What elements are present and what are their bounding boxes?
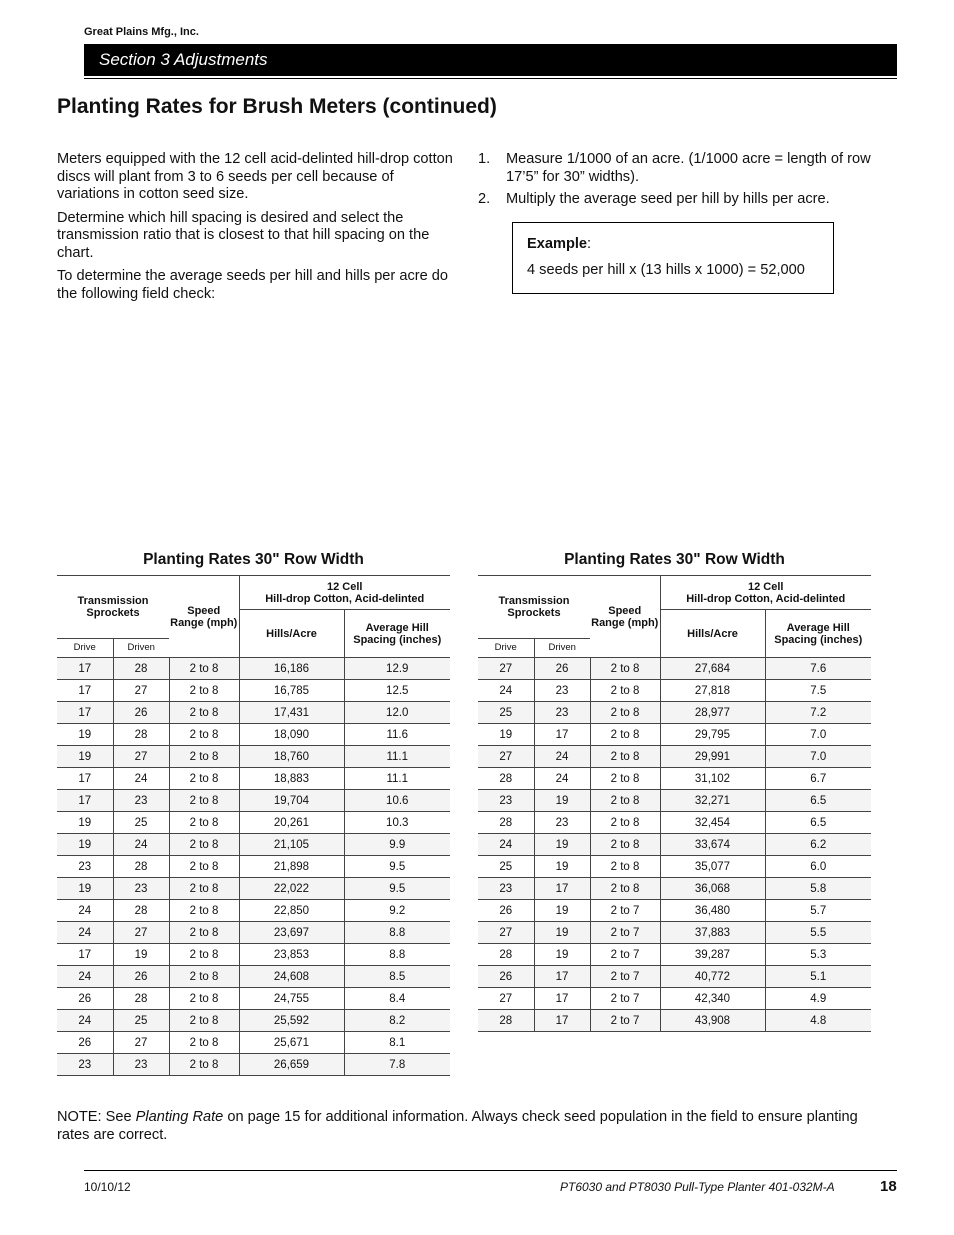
- driven-cell: 28: [113, 658, 169, 680]
- speed-cell: 2 to 8: [590, 812, 660, 834]
- drive-cell: 24: [57, 966, 113, 988]
- driven-cell: 28: [113, 724, 169, 746]
- page-title: Planting Rates for Brush Meters (continued): [57, 95, 497, 118]
- hills-cell: 21,105: [239, 834, 344, 856]
- spacing-cell: 12.9: [344, 658, 450, 680]
- speed-cell: 2 to 8: [169, 746, 239, 768]
- header-cell-subtitle: Hill-drop Cotton, Acid-delinted: [686, 592, 846, 605]
- table-row: [57, 658, 450, 680]
- hills-cell: 18,760: [239, 746, 344, 768]
- header-spacing: Average Hill Spacing (inches): [765, 610, 871, 658]
- step-item: [478, 191, 878, 209]
- table-row: [478, 790, 871, 812]
- hills-cell: 32,271: [660, 790, 765, 812]
- hills-cell: 18,883: [239, 768, 344, 790]
- table-row: [478, 746, 871, 768]
- note-prefix: NOTE: See: [57, 1109, 136, 1125]
- driven-cell: 24: [534, 768, 590, 790]
- header-drive: Drive: [478, 639, 534, 658]
- driven-cell: 19: [534, 834, 590, 856]
- drive-cell: 17: [57, 944, 113, 966]
- header-hills: Hills/Acre: [660, 610, 765, 658]
- drive-cell: 25: [478, 856, 534, 878]
- table-row: [478, 658, 871, 680]
- hills-cell: 22,022: [239, 878, 344, 900]
- spacing-cell: 6.7: [765, 768, 871, 790]
- step-number: 2.: [478, 191, 491, 207]
- spacing-cell: 4.8: [765, 1010, 871, 1032]
- hills-cell: 27,684: [660, 658, 765, 680]
- driven-cell: 17: [534, 724, 590, 746]
- hills-cell: 43,908: [660, 1010, 765, 1032]
- spacing-cell: 8.8: [344, 944, 450, 966]
- driven-cell: 17: [534, 878, 590, 900]
- table-row: [478, 768, 871, 790]
- example-label-text: Example: [527, 236, 588, 252]
- header-speed: Speed Range (mph): [169, 576, 239, 658]
- spacing-cell: 4.9: [765, 988, 871, 1010]
- driven-cell: 23: [113, 878, 169, 900]
- spacing-cell: 7.2: [765, 702, 871, 724]
- spacing-cell: 8.1: [344, 1032, 450, 1054]
- table-row: [57, 768, 450, 790]
- header-transmission: Transmission Sprockets: [57, 576, 169, 639]
- driven-cell: 26: [534, 658, 590, 680]
- drive-cell: 17: [57, 658, 113, 680]
- driven-cell: 27: [113, 746, 169, 768]
- header-cell-title: 12 Cell: [327, 580, 363, 593]
- driven-cell: 19: [534, 944, 590, 966]
- table-row: [57, 812, 450, 834]
- drive-cell: 17: [57, 790, 113, 812]
- driven-cell: 27: [113, 680, 169, 702]
- drive-cell: 19: [57, 724, 113, 746]
- table-row: [57, 680, 450, 702]
- spacing-cell: 7.6: [765, 658, 871, 680]
- table-row: [57, 1032, 450, 1054]
- spacing-cell: 12.5: [344, 680, 450, 702]
- driven-cell: 23: [113, 790, 169, 812]
- intro-column: [57, 151, 457, 309]
- hills-cell: 18,090: [239, 724, 344, 746]
- drive-cell: 19: [57, 878, 113, 900]
- table-row: [478, 1010, 871, 1032]
- drive-cell: 23: [57, 856, 113, 878]
- header-transmission: Transmission Sprockets: [478, 576, 590, 639]
- header-driven: Driven: [113, 639, 169, 658]
- driven-cell: 17: [534, 966, 590, 988]
- rates-table-left-body: [57, 658, 450, 1076]
- table-row: [57, 900, 450, 922]
- table-row: [57, 944, 450, 966]
- header-cell: [239, 576, 450, 610]
- hills-cell: 25,671: [239, 1032, 344, 1054]
- speed-cell: 2 to 8: [169, 702, 239, 724]
- speed-cell: 2 to 7: [590, 1010, 660, 1032]
- hills-cell: 25,592: [239, 1010, 344, 1032]
- hills-cell: 29,795: [660, 724, 765, 746]
- driven-cell: 24: [113, 768, 169, 790]
- speed-cell: 2 to 8: [169, 944, 239, 966]
- table-row: [478, 922, 871, 944]
- drive-cell: 23: [57, 1054, 113, 1076]
- speed-cell: 2 to 8: [169, 680, 239, 702]
- spacing-cell: 12.0: [344, 702, 450, 724]
- drive-cell: 25: [478, 702, 534, 724]
- step-number: 1.: [478, 151, 491, 167]
- drive-cell: 24: [478, 834, 534, 856]
- table-row: [478, 724, 871, 746]
- table-row: [478, 834, 871, 856]
- drive-cell: 23: [478, 878, 534, 900]
- drive-cell: 27: [478, 922, 534, 944]
- drive-cell: 17: [57, 680, 113, 702]
- table-row: [478, 702, 871, 724]
- speed-cell: 2 to 8: [169, 966, 239, 988]
- header-cell-title: 12 Cell: [748, 580, 784, 593]
- drive-cell: 17: [57, 702, 113, 724]
- speed-cell: 2 to 8: [169, 1010, 239, 1032]
- spacing-cell: 5.1: [765, 966, 871, 988]
- speed-cell: 2 to 7: [590, 988, 660, 1010]
- drive-cell: 28: [478, 768, 534, 790]
- header-cell: [660, 576, 871, 610]
- driven-cell: 28: [113, 988, 169, 1010]
- hills-cell: 24,608: [239, 966, 344, 988]
- table-row: [57, 724, 450, 746]
- hills-cell: 16,186: [239, 658, 344, 680]
- driven-cell: 23: [534, 702, 590, 724]
- spacing-cell: 11.1: [344, 768, 450, 790]
- hills-cell: 37,883: [660, 922, 765, 944]
- drive-cell: 26: [478, 900, 534, 922]
- drive-cell: 19: [478, 724, 534, 746]
- rates-table-right-body: [478, 658, 871, 1032]
- example-colon: :: [587, 236, 592, 252]
- driven-cell: 28: [113, 900, 169, 922]
- table-row: [57, 988, 450, 1010]
- spacing-cell: 5.3: [765, 944, 871, 966]
- table-row: [478, 812, 871, 834]
- driven-cell: 25: [113, 1010, 169, 1032]
- spacing-cell: 11.6: [344, 724, 450, 746]
- speed-cell: 2 to 7: [590, 944, 660, 966]
- drive-cell: 26: [57, 988, 113, 1010]
- spacing-cell: 9.9: [344, 834, 450, 856]
- spacing-cell: 9.2: [344, 900, 450, 922]
- table-row: [57, 790, 450, 812]
- table-row: [57, 966, 450, 988]
- table-row: [57, 878, 450, 900]
- drive-cell: 28: [478, 1010, 534, 1032]
- driven-cell: 19: [534, 790, 590, 812]
- hills-cell: 24,755: [239, 988, 344, 1010]
- driven-cell: 19: [534, 856, 590, 878]
- speed-cell: 2 to 8: [590, 702, 660, 724]
- driven-cell: 27: [113, 1032, 169, 1054]
- speed-cell: 2 to 8: [169, 878, 239, 900]
- steps-column: [478, 151, 878, 214]
- spacing-cell: 6.5: [765, 812, 871, 834]
- hills-cell: 32,454: [660, 812, 765, 834]
- hills-cell: 29,991: [660, 746, 765, 768]
- driven-cell: 17: [534, 988, 590, 1010]
- driven-cell: 23: [113, 1054, 169, 1076]
- hills-cell: 21,898: [239, 856, 344, 878]
- table-row: [57, 1010, 450, 1032]
- rates-table-right: [478, 575, 871, 1032]
- drive-cell: 26: [57, 1032, 113, 1054]
- spacing-cell: 8.2: [344, 1010, 450, 1032]
- page-number: 18: [880, 1178, 897, 1195]
- header-spacing: Average Hill Spacing (inches): [344, 610, 450, 658]
- hills-cell: 33,674: [660, 834, 765, 856]
- table-row: [478, 900, 871, 922]
- header-rule: [84, 78, 897, 79]
- spacing-cell: 7.0: [765, 724, 871, 746]
- spacing-cell: 10.6: [344, 790, 450, 812]
- step-text: Multiply the average seed per hill by hills per acre.: [506, 191, 830, 207]
- spacing-cell: 7.5: [765, 680, 871, 702]
- footer-rule: [84, 1170, 897, 1171]
- spacing-cell: 5.5: [765, 922, 871, 944]
- speed-cell: 2 to 8: [169, 1032, 239, 1054]
- speed-cell: 2 to 8: [169, 834, 239, 856]
- driven-cell: 25: [113, 812, 169, 834]
- driven-cell: 24: [534, 746, 590, 768]
- speed-cell: 2 to 8: [169, 812, 239, 834]
- speed-cell: 2 to 8: [590, 834, 660, 856]
- hills-cell: 42,340: [660, 988, 765, 1010]
- header-speed: Speed Range (mph): [590, 576, 660, 658]
- section-header-bar: [84, 44, 897, 76]
- table-row: [57, 834, 450, 856]
- table-row: [478, 856, 871, 878]
- hills-cell: 20,261: [239, 812, 344, 834]
- driven-cell: 24: [113, 834, 169, 856]
- driven-cell: 19: [113, 944, 169, 966]
- spacing-cell: 11.1: [344, 746, 450, 768]
- driven-cell: 23: [534, 680, 590, 702]
- table-row: [478, 680, 871, 702]
- speed-cell: 2 to 8: [169, 1054, 239, 1076]
- spacing-cell: 9.5: [344, 878, 450, 900]
- hills-cell: 17,431: [239, 702, 344, 724]
- table-row: [57, 856, 450, 878]
- drive-cell: 24: [57, 900, 113, 922]
- spacing-cell: 8.8: [344, 922, 450, 944]
- speed-cell: 2 to 8: [169, 658, 239, 680]
- driven-cell: 19: [534, 922, 590, 944]
- drive-cell: 24: [57, 922, 113, 944]
- table-row: [57, 922, 450, 944]
- step-item: [478, 151, 878, 186]
- table-row: [478, 966, 871, 988]
- driven-cell: 28: [113, 856, 169, 878]
- hills-cell: 27,818: [660, 680, 765, 702]
- speed-cell: 2 to 8: [169, 856, 239, 878]
- drive-cell: 19: [57, 746, 113, 768]
- drive-cell: 27: [478, 746, 534, 768]
- speed-cell: 2 to 8: [169, 922, 239, 944]
- footer-date: 10/10/12: [84, 1180, 131, 1194]
- spacing-cell: 6.2: [765, 834, 871, 856]
- drive-cell: 27: [478, 988, 534, 1010]
- speed-cell: 2 to 8: [169, 900, 239, 922]
- spacing-cell: 10.3: [344, 812, 450, 834]
- drive-cell: 26: [478, 966, 534, 988]
- spacing-cell: 9.5: [344, 856, 450, 878]
- note-reference: Planting Rate: [135, 1109, 224, 1125]
- hills-cell: 39,287: [660, 944, 765, 966]
- speed-cell: 2 to 8: [590, 724, 660, 746]
- speed-cell: 2 to 8: [590, 768, 660, 790]
- example-text: 4 seeds per hill x (13 hills x 1000) = 52,000: [527, 262, 805, 278]
- table-title: Planting Rates 30" Row Width: [564, 551, 785, 568]
- spacing-cell: 7.8: [344, 1054, 450, 1076]
- note: [57, 1109, 877, 1144]
- drive-cell: 19: [57, 834, 113, 856]
- note-suffix: on page 15 for additional information. Always check seed population in the field to ensure planting rates are correct.: [57, 1109, 858, 1143]
- hills-cell: 22,850: [239, 900, 344, 922]
- hills-cell: 19,704: [239, 790, 344, 812]
- speed-cell: 2 to 8: [169, 988, 239, 1010]
- spacing-cell: 6.0: [765, 856, 871, 878]
- footer-document-title: PT6030 and PT8030 Pull-Type Planter 401-032M-A: [560, 1180, 835, 1194]
- hills-cell: 40,772: [660, 966, 765, 988]
- speed-cell: 2 to 8: [590, 790, 660, 812]
- driven-cell: 19: [534, 900, 590, 922]
- speed-cell: 2 to 8: [590, 746, 660, 768]
- hills-cell: 26,659: [239, 1054, 344, 1076]
- drive-cell: 28: [478, 812, 534, 834]
- table-row: [478, 944, 871, 966]
- speed-cell: 2 to 8: [590, 658, 660, 680]
- rates-table-right-block: [478, 551, 871, 1032]
- hills-cell: 35,077: [660, 856, 765, 878]
- hills-cell: 16,785: [239, 680, 344, 702]
- spacing-cell: 8.5: [344, 966, 450, 988]
- driven-cell: 26: [113, 702, 169, 724]
- drive-cell: 19: [57, 812, 113, 834]
- company-name: Great Plains Mfg., Inc.: [84, 26, 199, 38]
- spacing-cell: 7.0: [765, 746, 871, 768]
- spacing-cell: 8.4: [344, 988, 450, 1010]
- intro-paragraph: To determine the average seeds per hill and hills per acre do the following field check:: [57, 268, 449, 302]
- intro-paragraph: Meters equipped with the 12 cell acid-delinted hill-drop cotton discs will plant from 3 to 6 seeds per cell because of variations in cotton seed size.: [57, 151, 453, 202]
- driven-cell: 26: [113, 966, 169, 988]
- drive-cell: 24: [57, 1010, 113, 1032]
- hills-cell: 28,977: [660, 702, 765, 724]
- table-row: [57, 1054, 450, 1076]
- header-hills: Hills/Acre: [239, 610, 344, 658]
- speed-cell: 2 to 7: [590, 900, 660, 922]
- header-drive: Drive: [57, 639, 113, 658]
- drive-cell: 17: [57, 768, 113, 790]
- table-row: [478, 878, 871, 900]
- drive-cell: 24: [478, 680, 534, 702]
- speed-cell: 2 to 8: [590, 878, 660, 900]
- section-title: Section 3 Adjustments: [99, 50, 268, 69]
- example-box: [512, 222, 834, 294]
- driven-cell: 23: [534, 812, 590, 834]
- rates-table-left: [57, 575, 450, 1076]
- table-row: [478, 988, 871, 1010]
- hills-cell: 23,853: [239, 944, 344, 966]
- speed-cell: 2 to 8: [169, 790, 239, 812]
- speed-cell: 2 to 7: [590, 922, 660, 944]
- driven-cell: 17: [534, 1010, 590, 1032]
- drive-cell: 28: [478, 944, 534, 966]
- step-text: Measure 1/1000 of an acre. (1/1000 acre = length of row 17’5” for 30” widths).: [506, 151, 871, 185]
- speed-cell: 2 to 8: [169, 724, 239, 746]
- spacing-cell: 6.5: [765, 790, 871, 812]
- intro-paragraph: Determine which hill spacing is desired and select the transmission ratio that is closest to that hill spacing on the chart.: [57, 209, 430, 261]
- speed-cell: 2 to 8: [590, 680, 660, 702]
- header-cell-subtitle: Hill-drop Cotton, Acid-delinted: [265, 592, 425, 605]
- speed-cell: 2 to 8: [169, 768, 239, 790]
- drive-cell: 27: [478, 658, 534, 680]
- speed-cell: 2 to 7: [590, 966, 660, 988]
- driven-cell: 27: [113, 922, 169, 944]
- drive-cell: 23: [478, 790, 534, 812]
- hills-cell: 36,480: [660, 900, 765, 922]
- table-row: [57, 746, 450, 768]
- spacing-cell: 5.7: [765, 900, 871, 922]
- example-label: [527, 235, 819, 253]
- hills-cell: 23,697: [239, 922, 344, 944]
- table-row: [57, 702, 450, 724]
- speed-cell: 2 to 8: [590, 856, 660, 878]
- table-title: Planting Rates 30" Row Width: [143, 551, 364, 568]
- hills-cell: 31,102: [660, 768, 765, 790]
- header-driven: Driven: [534, 639, 590, 658]
- rates-table-left-block: [57, 551, 450, 1076]
- spacing-cell: 5.8: [765, 878, 871, 900]
- hills-cell: 36,068: [660, 878, 765, 900]
